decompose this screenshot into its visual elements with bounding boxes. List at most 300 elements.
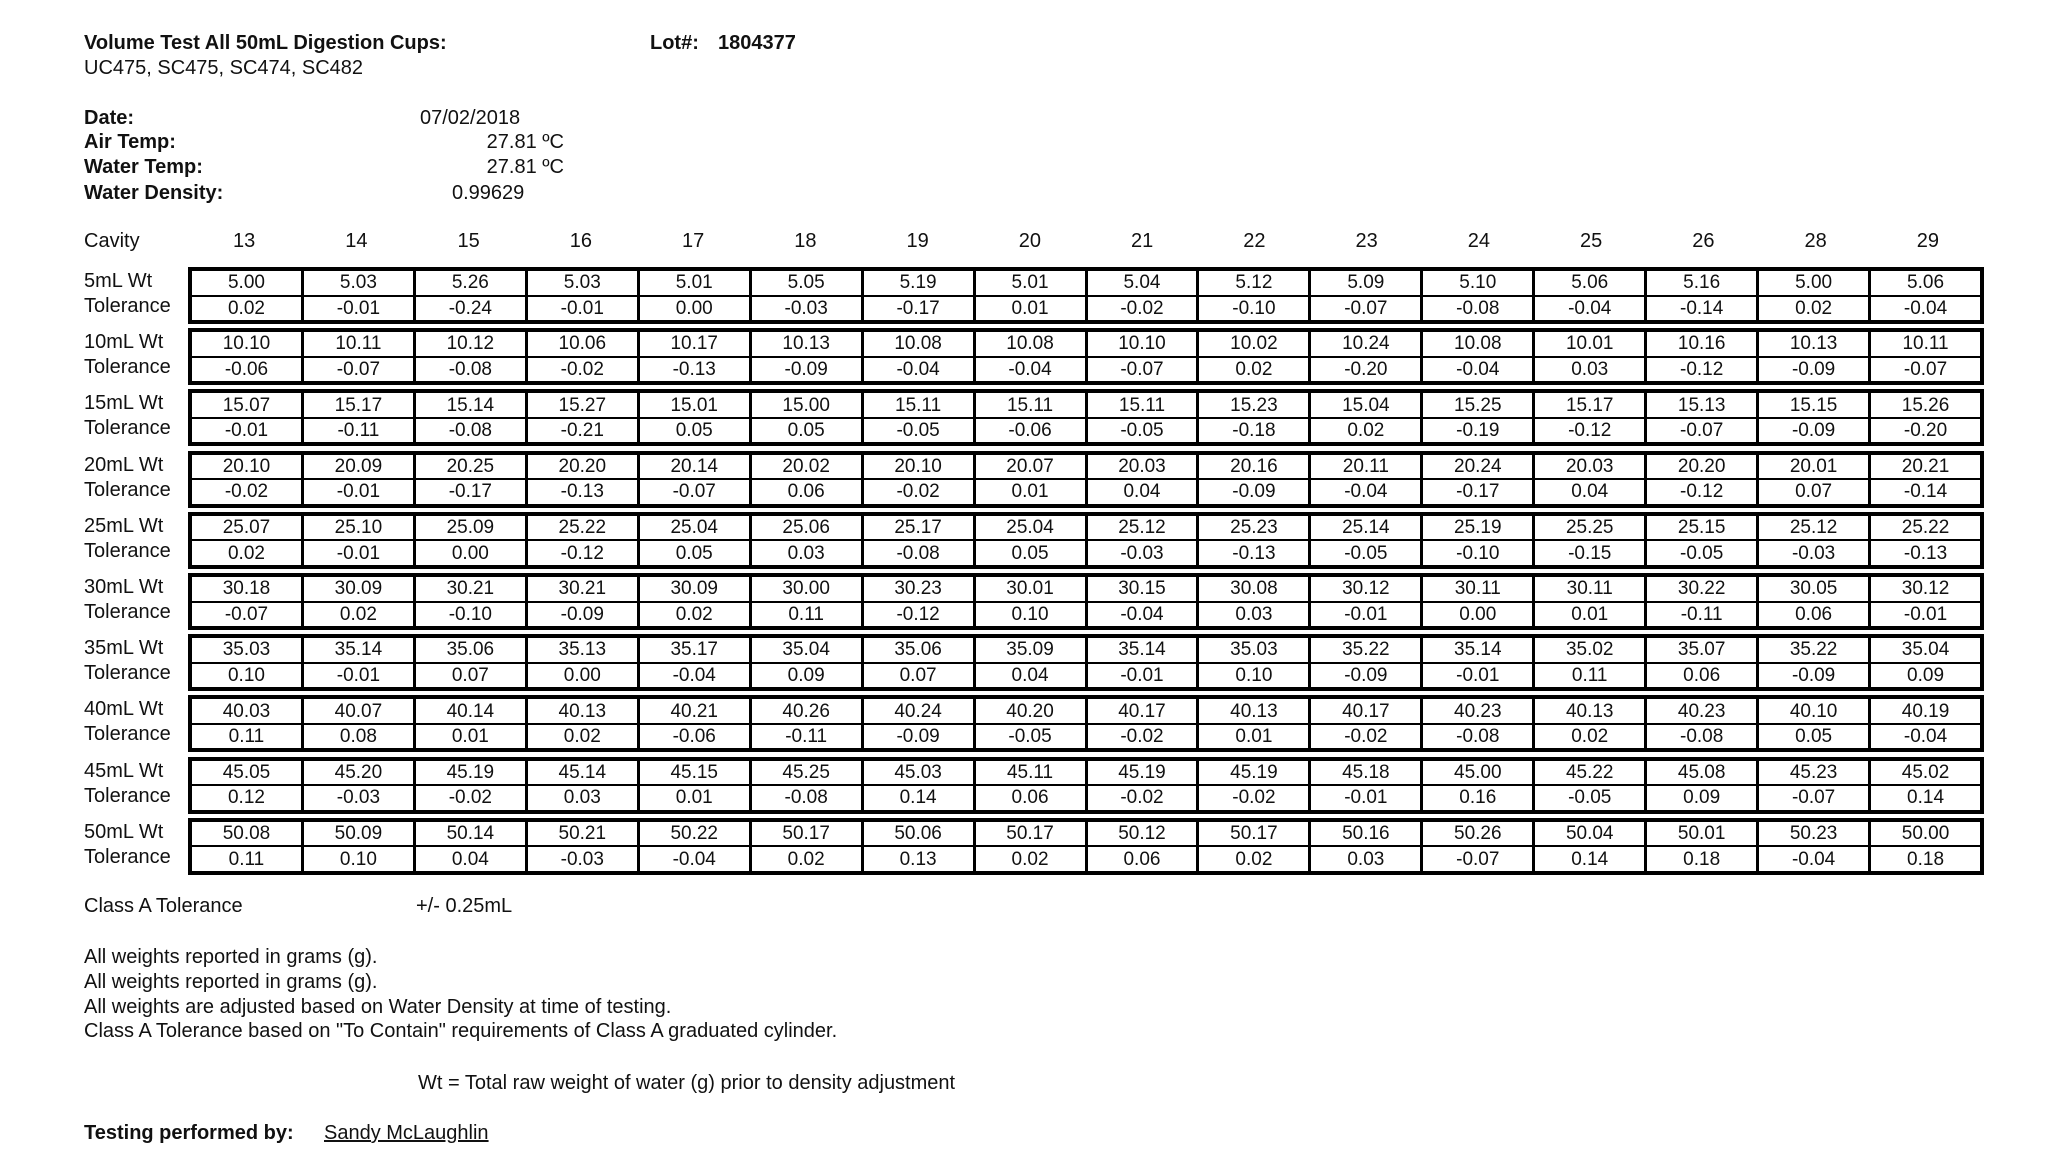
class-a-value: +/- 0.25mL: [416, 895, 513, 917]
weight-row-label: 15mL Wt: [84, 392, 164, 415]
tolerance-cell: -0.08: [1456, 297, 1500, 319]
tolerance-cell: -0.04: [1456, 358, 1500, 380]
cavity-column: [413, 638, 525, 687]
tolerance-cell: -0.12: [560, 542, 604, 564]
weight-cell: 20.02: [752, 455, 861, 481]
cavity-column: [749, 638, 861, 687]
weight-cell: 45.11: [976, 761, 1085, 787]
weight-cell: 35.14: [304, 638, 413, 664]
cavity-column: [301, 271, 413, 320]
tolerance-cell: -0.15: [1568, 542, 1612, 564]
weight-cell: 45.05: [192, 761, 301, 787]
weight-cell: 10.11: [304, 332, 413, 358]
wt-definition: Wt = Total raw weight of water (g) prior to density adjustment: [418, 1072, 956, 1094]
cavity-column: [749, 822, 861, 871]
cavity-column: [1868, 822, 1980, 871]
class-a-label: Class A Tolerance: [84, 895, 243, 917]
cavity-column: [1756, 516, 1868, 565]
signature-label: Testing performed by:: [84, 1122, 294, 1144]
cavity-column: [637, 393, 749, 442]
cavity-column: [1756, 332, 1868, 381]
weight-cell: 45.23: [1759, 761, 1868, 787]
cavity-column: [749, 516, 861, 565]
cavity-column: [861, 638, 973, 687]
cavity-column: [301, 699, 413, 748]
tolerance-row-label: Tolerance: [84, 295, 171, 317]
weight-cell: 20.20: [528, 455, 637, 481]
cavity-column: [973, 393, 1085, 442]
weight-cell: 40.23: [1647, 699, 1756, 725]
weight-cell: 25.04: [640, 516, 749, 542]
cavity-column: [1532, 332, 1644, 381]
tolerance-cell: 0.01: [1011, 297, 1049, 319]
cavity-column: [1420, 271, 1532, 320]
tolerance-cell: -0.01: [336, 297, 381, 319]
date-label: Date:: [84, 107, 135, 129]
tolerance-cell: -0.08: [1456, 726, 1500, 748]
cavity-column: [1420, 577, 1532, 626]
tolerance-cell: -0.08: [784, 787, 828, 809]
weight-row-label: 30mL Wt: [84, 576, 164, 598]
note-line: Class A Tolerance based on "To Contain" requirements of Class A graduated cylinder.: [84, 1020, 838, 1042]
weight-cell: 15.17: [1535, 393, 1644, 419]
weight-cell: 40.21: [640, 699, 749, 725]
cavity-column: [1308, 761, 1420, 810]
weight-cell: 40.03: [192, 699, 301, 725]
tolerance-row-label: Tolerance: [84, 784, 171, 807]
tolerance-cell: 0.11: [1571, 664, 1608, 686]
tolerance-cell: 0.02: [1571, 726, 1609, 748]
cavity-number-header: 18: [794, 230, 817, 252]
tolerance-cell: -0.02: [1120, 297, 1164, 319]
cavity-column: [1196, 332, 1308, 381]
cavity-column: [1420, 332, 1532, 381]
cavity-column: [413, 699, 525, 748]
weight-cell: 30.21: [416, 577, 525, 603]
weight-cell: 15.11: [1088, 393, 1197, 419]
cavity-column: [1756, 577, 1868, 626]
tolerance-cell: -0.13: [1903, 542, 1948, 564]
weight-cell: 10.06: [528, 332, 637, 358]
tolerance-cell: 0.04: [1571, 481, 1609, 503]
cavity-column: [637, 332, 749, 381]
weight-cell: 50.12: [1088, 822, 1197, 848]
cavity-column: [1085, 455, 1197, 504]
tolerance-cell: 0.01: [451, 726, 489, 748]
weight-cell: 30.00: [752, 577, 861, 603]
cavity-column: [1308, 822, 1420, 871]
cavity-column: [861, 699, 973, 748]
cavity-column: [301, 393, 413, 442]
tolerance-cell: 0.10: [1235, 664, 1273, 686]
weight-cell: 10.12: [416, 332, 525, 358]
cavity-column: [1196, 455, 1308, 504]
cavity-column: [1308, 332, 1420, 381]
cavity-column: [1085, 393, 1197, 442]
weight-cell: 50.16: [1311, 822, 1420, 848]
water-temp-value: 27.81 ºC: [486, 156, 564, 178]
tolerance-cell: -0.05: [896, 420, 940, 442]
lot-label: Lot#:: [650, 32, 699, 54]
weight-cell: 10.24: [1311, 332, 1420, 358]
tolerance-cell: 0.10: [1011, 603, 1049, 625]
cavity-column: [525, 455, 637, 504]
weight-cell: 30.01: [976, 577, 1085, 603]
cavity-column: [1868, 332, 1980, 381]
tolerance-cell: -0.09: [1791, 420, 1836, 442]
tolerance-cell: -0.02: [1344, 726, 1388, 748]
measurement-group-box: [188, 328, 1984, 385]
cavity-column: [637, 822, 749, 871]
weight-cell: 25.12: [1088, 516, 1197, 542]
weight-cell: 35.06: [864, 638, 973, 664]
water-temp-label: Water Temp:: [84, 156, 203, 178]
cavity-column: [749, 271, 861, 320]
weight-cell: 40.24: [864, 699, 973, 725]
weight-cell: 35.14: [1088, 638, 1197, 664]
weight-cell: 25.12: [1759, 516, 1868, 542]
measurement-group-box: [188, 512, 1984, 569]
tolerance-cell: -0.13: [560, 481, 604, 503]
cavity-column: [525, 516, 637, 565]
tolerance-cell: -0.14: [1903, 481, 1948, 503]
weight-cell: 5.05: [752, 271, 861, 297]
weight-cell: 50.17: [976, 822, 1085, 848]
cavity-column: [192, 271, 301, 320]
cavity-column: [1532, 516, 1644, 565]
tolerance-cell: -0.09: [784, 358, 828, 380]
cavity-column: [525, 638, 637, 687]
weight-cell: 10.13: [752, 332, 861, 358]
weight-cell: 5.01: [976, 271, 1085, 297]
weight-cell: 10.02: [1199, 332, 1308, 358]
weight-cell: 50.26: [1423, 822, 1532, 848]
weight-cell: 15.14: [416, 393, 525, 419]
tolerance-cell: -0.01: [1344, 603, 1388, 625]
cavity-number-header: 28: [1804, 230, 1827, 252]
cavity-number-header: 20: [1018, 230, 1041, 252]
weight-cell: 25.25: [1535, 516, 1644, 542]
weight-cell: 30.18: [192, 577, 301, 603]
tolerance-cell: 0.08: [339, 726, 377, 748]
document-title: Volume Test All 50mL Digestion Cups:: [84, 32, 447, 54]
weight-cell: 40.17: [1311, 699, 1420, 725]
tolerance-cell: -0.05: [1008, 726, 1052, 748]
tolerance-cell: 0.11: [228, 726, 265, 748]
weight-cell: 5.06: [1871, 271, 1980, 297]
tolerance-cell: -0.07: [1791, 787, 1836, 809]
cavity-number-header: 23: [1355, 230, 1378, 252]
cavity-column: [1868, 455, 1980, 504]
tolerance-cell: -0.11: [337, 420, 380, 442]
cavity-column: [1644, 393, 1756, 442]
weight-cell: 5.03: [304, 271, 413, 297]
tolerance-cell: -0.20: [1344, 358, 1388, 380]
cavity-column: [1085, 761, 1197, 810]
cavity-column: [749, 699, 861, 748]
tolerance-cell: 0.14: [1571, 848, 1609, 870]
tolerance-cell: -0.06: [672, 726, 716, 748]
tolerance-cell: -0.04: [1008, 358, 1052, 380]
cavity-column: [1644, 577, 1756, 626]
weight-cell: 30.11: [1535, 577, 1644, 603]
tolerance-cell: 0.04: [1011, 664, 1049, 686]
weight-row-label: 40mL Wt: [84, 698, 164, 721]
cavity-number-header: 29: [1916, 230, 1939, 252]
weight-cell: 10.13: [1759, 332, 1868, 358]
tolerance-cell: 0.03: [1571, 358, 1609, 380]
tolerance-cell: -0.10: [1456, 542, 1500, 564]
cavity-column: [1308, 577, 1420, 626]
weight-cell: 15.25: [1423, 393, 1532, 419]
weight-cell: 40.23: [1423, 699, 1532, 725]
tolerance-row-label: Tolerance: [84, 723, 171, 746]
tolerance-cell: -0.04: [1791, 848, 1836, 870]
weight-row-label: 10mL Wt: [84, 331, 164, 354]
tolerance-cell: -0.06: [224, 358, 269, 380]
tolerance-cell: -0.20: [1903, 420, 1948, 442]
cavity-column: [1420, 822, 1532, 871]
weight-cell: 15.11: [864, 393, 973, 419]
tolerance-cell: 0.05: [787, 420, 825, 442]
weight-cell: 15.23: [1199, 393, 1308, 419]
cavity-column: [1532, 699, 1644, 748]
tolerance-cell: -0.17: [896, 297, 940, 319]
tolerance-cell: -0.17: [448, 481, 492, 503]
weight-cell: 50.01: [1647, 822, 1756, 848]
measurement-group-box: [188, 451, 1984, 508]
weight-cell: 25.06: [752, 516, 861, 542]
cavity-column: [413, 393, 525, 442]
weight-cell: 25.19: [1423, 516, 1532, 542]
measurement-group-box: [188, 757, 1984, 814]
weight-cell: 30.09: [304, 577, 413, 603]
weight-cell: 50.21: [528, 822, 637, 848]
tolerance-cell: -0.13: [1232, 542, 1276, 564]
cavity-column: [1644, 638, 1756, 687]
weight-cell: 40.17: [1088, 699, 1197, 725]
tolerance-cell: -0.02: [560, 358, 604, 380]
weight-cell: 15.07: [192, 393, 301, 419]
cavity-column: [973, 699, 1085, 748]
tolerance-cell: -0.04: [672, 664, 716, 686]
cavity-column: [973, 332, 1085, 381]
cavity-column: [1085, 638, 1197, 687]
tolerance-cell: 0.00: [1459, 603, 1497, 625]
weight-cell: 45.08: [1647, 761, 1756, 787]
cavity-column: [1308, 271, 1420, 320]
weight-cell: 15.15: [1759, 393, 1868, 419]
tolerance-cell: 0.06: [787, 481, 825, 503]
weight-cell: 15.01: [640, 393, 749, 419]
weight-cell: 25.14: [1311, 516, 1420, 542]
cavity-column: [1868, 393, 1980, 442]
tolerance-cell: -0.13: [672, 358, 716, 380]
cavity-column: [637, 455, 749, 504]
cavity-column: [413, 516, 525, 565]
tolerance-cell: 0.01: [675, 787, 713, 809]
weight-cell: 5.09: [1311, 271, 1420, 297]
cavity-column: [301, 822, 413, 871]
tolerance-cell: -0.01: [1120, 664, 1164, 686]
cavity-column: [1308, 516, 1420, 565]
cavity-number-header: 25: [1580, 230, 1603, 252]
tolerance-cell: 0.04: [451, 848, 489, 870]
weight-cell: 30.09: [640, 577, 749, 603]
tolerance-cell: -0.10: [448, 603, 492, 625]
cavity-column: [1532, 577, 1644, 626]
tolerance-cell: 0.00: [675, 297, 713, 319]
weight-cell: 30.22: [1647, 577, 1756, 603]
cavity-column: [525, 822, 637, 871]
tolerance-cell: 0.10: [227, 664, 265, 686]
cavity-column: [1868, 699, 1980, 748]
cavity-number-header: 26: [1692, 230, 1715, 252]
weight-cell: 5.04: [1088, 271, 1197, 297]
weight-cell: 50.09: [304, 822, 413, 848]
cavity-column: [1644, 761, 1756, 810]
weight-cell: 35.04: [752, 638, 861, 664]
weight-cell: 30.23: [864, 577, 973, 603]
water-density-label: Water Density:: [84, 182, 224, 204]
tolerance-cell: 0.18: [1907, 848, 1945, 870]
weight-cell: 15.13: [1647, 393, 1756, 419]
weight-cell: 20.20: [1647, 455, 1756, 481]
cavity-number-header: 14: [345, 230, 368, 252]
tolerance-cell: -0.02: [1232, 787, 1276, 809]
cavity-column: [1308, 699, 1420, 748]
tolerance-cell: -0.07: [1344, 297, 1388, 319]
cavity-column: [413, 271, 525, 320]
cavity-column: [192, 455, 301, 504]
tolerance-cell: -0.03: [1791, 542, 1836, 564]
cavity-column: [301, 577, 413, 626]
tolerance-cell: 0.11: [228, 848, 265, 870]
tolerance-cell: 0.03: [1347, 848, 1385, 870]
cavity-column: [861, 271, 973, 320]
weight-row-label: 35mL Wt: [84, 637, 164, 660]
tolerance-cell: -0.01: [336, 664, 381, 686]
tolerance-cell: -0.04: [1568, 297, 1612, 319]
tolerance-cell: 0.02: [1011, 848, 1049, 870]
weight-cell: 25.22: [1871, 516, 1980, 542]
cavity-column: [749, 577, 861, 626]
tolerance-row-label: Tolerance: [84, 601, 171, 623]
tolerance-cell: -0.01: [336, 481, 381, 503]
cavity-column: [1196, 577, 1308, 626]
tolerance-row-label: Tolerance: [84, 539, 171, 562]
cavity-column: [192, 516, 301, 565]
tolerance-cell: -0.01: [336, 542, 381, 564]
weight-cell: 45.19: [1088, 761, 1197, 787]
weight-cell: 5.03: [528, 271, 637, 297]
cavity-number-header: 15: [457, 230, 480, 252]
tolerance-cell: -0.11: [1680, 603, 1723, 625]
cavity-column: [1644, 455, 1756, 504]
model-list: UC475, SC475, SC474, SC482: [84, 57, 364, 79]
cavity-column: [525, 699, 637, 748]
cavity-column: [1085, 271, 1197, 320]
cavity-column: [1868, 761, 1980, 810]
weight-cell: 10.10: [1088, 332, 1197, 358]
weight-cell: 25.15: [1647, 516, 1756, 542]
weight-cell: 20.03: [1088, 455, 1197, 481]
weight-cell: 20.10: [864, 455, 973, 481]
weight-cell: 5.06: [1535, 271, 1644, 297]
cavity-column: [1085, 822, 1197, 871]
weight-cell: 35.06: [416, 638, 525, 664]
cavity-column: [1532, 638, 1644, 687]
weight-cell: 5.26: [416, 271, 525, 297]
cavity-column: [413, 822, 525, 871]
weight-cell: 20.07: [976, 455, 1085, 481]
weight-cell: 30.05: [1759, 577, 1868, 603]
cavity-column: [637, 761, 749, 810]
cavity-column: [192, 761, 301, 810]
cavity-column: [973, 577, 1085, 626]
tolerance-cell: 0.14: [1907, 787, 1945, 809]
weight-cell: 5.19: [864, 271, 973, 297]
weight-cell: 35.17: [640, 638, 749, 664]
cavity-column: [1532, 761, 1644, 810]
weight-cell: 35.14: [1423, 638, 1532, 664]
cavity-column: [749, 761, 861, 810]
weight-cell: 40.20: [976, 699, 1085, 725]
cavity-column: [973, 638, 1085, 687]
cavity-column: [861, 761, 973, 810]
weight-cell: 35.13: [528, 638, 637, 664]
tolerance-cell: -0.04: [1903, 297, 1948, 319]
cavity-column: [861, 455, 973, 504]
weight-cell: 40.13: [1535, 699, 1644, 725]
weight-cell: 35.02: [1535, 638, 1644, 664]
weight-cell: 45.19: [416, 761, 525, 787]
cavity-number-header: 13: [233, 230, 256, 252]
weight-cell: 45.14: [528, 761, 637, 787]
weight-cell: 10.08: [864, 332, 973, 358]
weight-cell: 35.03: [192, 638, 301, 664]
weight-cell: 40.14: [416, 699, 525, 725]
tolerance-row-label: Tolerance: [84, 845, 171, 868]
weight-cell: 40.19: [1871, 699, 1980, 725]
cavity-column: [192, 638, 301, 687]
weight-cell: 35.09: [976, 638, 1085, 664]
weight-cell: 35.07: [1647, 638, 1756, 664]
weight-cell: 40.10: [1759, 699, 1868, 725]
tolerance-cell: 0.12: [227, 787, 265, 809]
weight-cell: 40.13: [1199, 699, 1308, 725]
weight-cell: 10.10: [192, 332, 301, 358]
cavity-column: [192, 822, 301, 871]
weight-cell: 25.04: [976, 516, 1085, 542]
weight-cell: 5.12: [1199, 271, 1308, 297]
tolerance-cell: -0.07: [1456, 848, 1500, 870]
tolerance-cell: -0.08: [448, 358, 492, 380]
cavity-column: [637, 638, 749, 687]
cavity-column: [192, 699, 301, 748]
air-temp-label: Air Temp:: [84, 131, 176, 153]
tolerance-cell: 0.14: [899, 787, 937, 809]
tolerance-cell: 0.02: [339, 603, 377, 625]
tolerance-cell: -0.08: [448, 420, 492, 442]
tolerance-cell: 0.05: [1011, 542, 1049, 564]
weight-cell: 20.03: [1535, 455, 1644, 481]
cavity-column: [749, 455, 861, 504]
cavity-column: [637, 577, 749, 626]
weight-cell: 50.08: [192, 822, 301, 848]
tolerance-cell: -0.05: [1120, 420, 1164, 442]
weight-cell: 50.17: [752, 822, 861, 848]
